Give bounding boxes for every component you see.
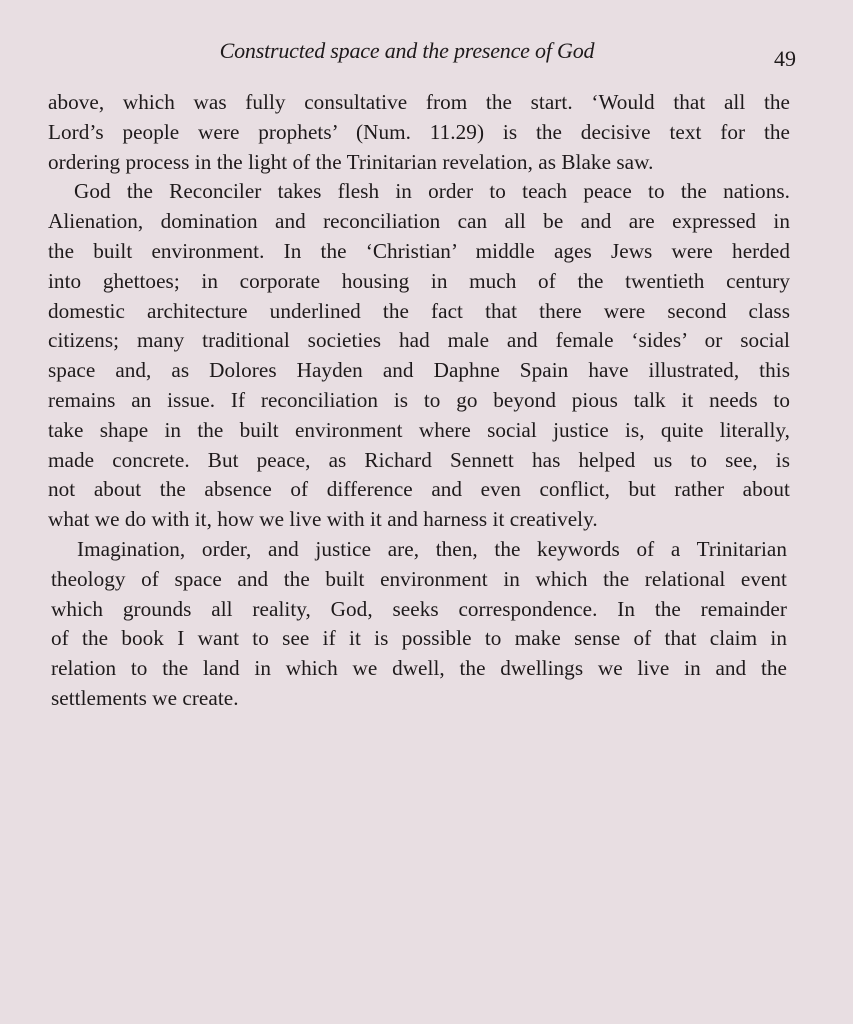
paragraph xyxy=(48,177,790,535)
text-line: made concrete. But peace, as Richard Sennett has helped us to see, is xyxy=(48,447,790,472)
text-line: space and, as Dolores Hayden and Daphne Spain have illustrated, this xyxy=(48,358,790,383)
text-line: Alienation, domination and reconciliation can all be and are expressed in xyxy=(48,209,790,234)
text-line: what we do with it, how we live with it and harness it creatively. xyxy=(48,507,598,532)
text-line: settlements we create. xyxy=(51,685,239,710)
text-line: take shape in the built environment where social justice is, quite literally, xyxy=(48,417,790,442)
text-line: Lord’s people were prophets’ (Num. 11.29) is the decisive text for the xyxy=(48,119,790,144)
text-line: remains an issue. If reconciliation is to go beyond pious talk it needs to xyxy=(48,387,790,412)
running-head xyxy=(48,38,796,72)
text-line: not about the absence of difference and even conflict, but rather about xyxy=(48,477,790,502)
text-line: ordering process in the light of the Trinitarian revelation, as Blake saw. xyxy=(48,149,654,174)
text-line: Imagination, order, and justice are, then, the keywords of a Trinitarian xyxy=(77,536,787,561)
text-line: above, which was fully consultative from the start. ‘Would that all the xyxy=(48,90,790,114)
text-line: into ghettoes; in corporate housing in much of the twentieth century xyxy=(48,268,790,293)
body-text xyxy=(48,88,790,714)
text-line: the built environment. In the ‘Christian’ middle ages Jews were herded xyxy=(48,238,790,263)
paragraph xyxy=(48,88,790,177)
page-number: 49 xyxy=(774,46,796,71)
text-line: of the book I want to see if it is possible to make sense of that claim in xyxy=(51,626,787,651)
text-line: relation to the land in which we dwell, the dwellings we live in and the xyxy=(51,656,787,681)
text-line: citizens; many traditional societies had male and female ‘sides’ or social xyxy=(48,328,790,353)
paragraph xyxy=(48,535,790,714)
text-line: God the Reconciler takes flesh in order to teach peace to the nations. xyxy=(74,179,790,204)
text-line: which grounds all reality, God, seeks correspondence. In the remainder xyxy=(51,596,787,621)
text-line: theology of space and the built environment in which the relational event xyxy=(51,566,787,591)
running-title: Constructed space and the presence of God xyxy=(219,38,595,63)
text-line: domestic architecture underlined the fact that there were second class xyxy=(48,298,790,323)
